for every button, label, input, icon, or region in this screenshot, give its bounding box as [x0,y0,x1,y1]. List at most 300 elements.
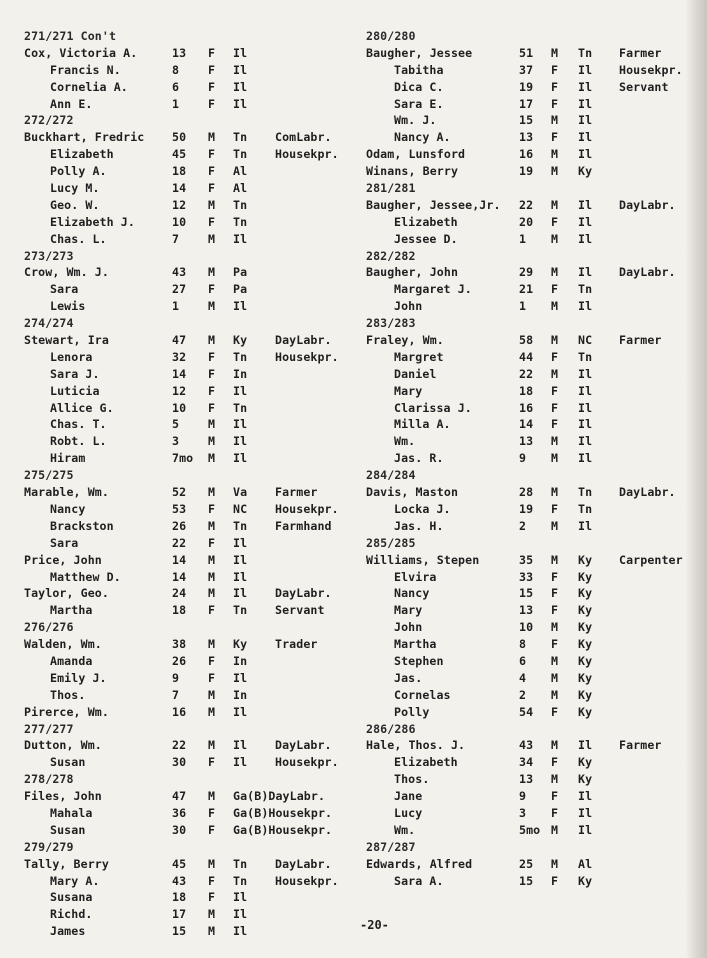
household-number: 275/275 [24,468,74,483]
person-birthplace: Tn [233,197,248,212]
person-age: 17 [172,907,187,922]
person-age: 28 [519,485,534,500]
person-name: Cornelia A. [50,79,128,94]
person-name: Buckhart, Fredric [24,130,145,145]
person-occupation: Farmer [619,333,662,348]
person-sex: M [551,147,559,162]
person-row [24,214,364,231]
person-occupation: Housekpr. [275,349,339,364]
person-birthplace: Il [233,62,248,77]
person-age: 45 [172,856,187,871]
person-sex: M [208,552,216,567]
person-birthplace: Ky [578,772,593,787]
person-age: 1 [519,299,527,314]
person-occupation: DayLabr. [275,333,332,348]
person-birthplace: Tn [233,214,248,229]
person-sex: F [208,805,216,820]
person-row [24,670,364,687]
person-sex: M [551,366,559,381]
person-age: 50 [172,130,187,145]
household-number: 280/280 [366,29,416,43]
person-sex: F [551,214,559,229]
person-occupation: DayLabr. [275,586,332,601]
person-name: Winans, Berry [366,164,459,179]
person-birthplace: Il [578,383,593,398]
person-name: Elizabeth [394,755,458,770]
person-row [24,383,364,400]
person-name: Wm. J. [394,113,437,128]
person-name: James [50,924,86,939]
person-row [24,96,364,113]
person-age: 2 [519,518,527,533]
person-row [366,366,707,383]
person-name: Stewart, Ira [24,333,109,348]
household-header [24,315,364,332]
person-row [24,231,364,248]
person-sex: F [208,282,216,297]
household-header [366,315,707,332]
person-name: Tabitha [394,62,444,77]
person-sex: F [551,400,559,415]
person-name: Amanda [50,653,93,668]
person-name: Davis, Maston [366,485,459,500]
person-name: Cornelas [394,687,451,702]
person-sex: M [551,113,559,128]
person-birthplace: Il [233,924,248,939]
person-age: 19 [519,164,534,179]
right-column [366,28,707,889]
person-name: Francis N. [50,62,121,77]
person-age: 3 [172,434,180,449]
person-birthplace: Ky [578,670,593,685]
person-row [366,805,707,822]
person-row [366,264,707,281]
person-row [24,687,364,704]
person-birthplace: Tn [578,501,593,516]
person-sex: F [208,366,216,381]
person-birthplace: Ky [578,653,593,668]
person-name: Thos. [394,772,430,787]
person-age: 53 [172,501,187,516]
household-header [24,721,364,738]
person-row [24,62,364,79]
person-birthplace: Il [233,755,248,770]
person-name: Susan [50,822,86,837]
person-age: 13 [519,603,534,618]
person-age: 9 [519,789,527,804]
person-occupation: Housekpr. [275,147,339,162]
person-birthplace: Il [578,451,593,466]
person-birthplace: Ga(B)Housekpr. [233,822,333,837]
person-birthplace: Tn [233,518,248,533]
person-sex: F [208,603,216,618]
person-row [24,197,364,214]
person-sex: F [551,637,559,652]
person-age: 44 [519,349,534,364]
person-birthplace: Ky [578,687,593,702]
household-header [366,467,707,484]
person-birthplace: Il [578,789,593,804]
person-sex: M [208,265,216,280]
person-name: Nancy [50,501,86,516]
person-row [366,416,707,433]
person-birthplace: Il [233,586,248,601]
person-sex: M [208,687,216,702]
person-sex: M [551,687,559,702]
person-birthplace: Il [578,366,593,381]
person-sex: F [208,383,216,398]
person-age: 13 [519,130,534,145]
person-birthplace: Pa [233,265,248,280]
person-age: 1 [172,299,180,314]
person-age: 26 [172,518,187,533]
person-name: Mary A. [50,873,100,888]
person-occupation: Housekpr. [619,62,683,77]
person-age: 13 [172,45,187,60]
person-row [366,146,707,163]
person-age: 43 [519,738,534,753]
person-row [366,822,707,839]
person-birthplace: NC [578,333,593,348]
person-birthplace: Ga(B)DayLabr. [233,789,326,804]
person-row [24,653,364,670]
person-sex: M [208,586,216,601]
person-sex: M [551,653,559,668]
person-row [24,416,364,433]
person-occupation: Farmer [275,485,318,500]
person-row [366,197,707,214]
person-name: Matthew D. [50,569,121,584]
person-row [24,366,364,383]
person-sex: F [208,535,216,550]
person-row [366,737,707,754]
person-sex: F [551,603,559,618]
person-birthplace: Ky [578,637,593,652]
person-sex: M [208,197,216,212]
person-birthplace: Il [233,890,248,905]
person-name: Walden, Wm. [24,637,102,652]
person-name: Sara J. [50,366,100,381]
person-age: 30 [172,755,187,770]
person-name: Sara [50,535,79,550]
person-row [24,163,364,180]
person-birthplace: Ky [578,586,593,601]
person-age: 12 [172,383,187,398]
person-row [24,569,364,586]
person-age: 22 [172,535,187,550]
person-age: 26 [172,653,187,668]
person-row [366,298,707,315]
person-birthplace: Il [233,451,248,466]
person-sex: F [551,586,559,601]
person-sex: M [208,130,216,145]
person-age: 10 [172,214,187,229]
person-age: 25 [519,856,534,871]
person-age: 18 [172,890,187,905]
person-row [366,383,707,400]
person-birthplace: In [233,687,248,702]
person-sex: F [208,214,216,229]
person-row [24,264,364,281]
person-occupation: DayLabr. [275,738,332,753]
person-row [24,349,364,366]
person-age: 22 [172,738,187,753]
person-row [366,484,707,501]
person-sex: M [551,265,559,280]
person-occupation: Servant [619,79,669,94]
person-sex: F [208,873,216,888]
person-occupation: Trader [275,637,318,652]
person-name: Thos. [50,687,86,702]
person-sex: M [551,299,559,314]
person-row [366,45,707,62]
person-row [24,501,364,518]
person-row [24,45,364,62]
person-name: Polly A. [50,164,107,179]
person-sex: M [551,485,559,500]
person-sex: F [208,62,216,77]
household-header [24,467,364,484]
person-row [366,450,707,467]
person-age: 27 [172,282,187,297]
person-birthplace: Tn [233,349,248,364]
person-sex: M [551,552,559,567]
person-row [24,535,364,552]
person-occupation: Farmer [619,45,662,60]
person-name: Price, John [24,552,102,567]
person-birthplace: Il [233,96,248,111]
person-birthplace: Il [578,96,593,111]
person-name: Daniel [394,366,437,381]
person-row [366,754,707,771]
person-occupation: Housekpr. [275,755,339,770]
person-name: Chas. L. [50,231,107,246]
person-row [366,163,707,180]
person-sex: M [208,518,216,533]
person-birthplace: Il [578,417,593,432]
person-name: Tally, Berry [24,856,109,871]
person-age: 33 [519,569,534,584]
person-age: 5 [172,417,180,432]
person-birthplace: Il [233,907,248,922]
person-age: 17 [519,96,534,111]
person-age: 9 [519,451,527,466]
person-row [366,214,707,231]
person-age: 32 [172,349,187,364]
person-row [366,585,707,602]
person-name: Mahala [50,805,93,820]
person-age: 29 [519,265,534,280]
household-header [24,112,364,129]
person-sex: M [208,333,216,348]
person-name: Pirerce, Wm. [24,704,109,719]
person-row [366,788,707,805]
person-birthplace: Il [578,805,593,820]
person-name: Chas. T. [50,417,107,432]
person-age: 18 [172,603,187,618]
person-birthplace: In [233,366,248,381]
person-age: 13 [519,434,534,449]
person-birthplace: Ky [233,333,248,348]
person-sex: F [208,349,216,364]
person-sex: M [208,434,216,449]
household-header [24,619,364,636]
person-birthplace: Ky [578,603,593,618]
person-sex: M [551,45,559,60]
person-age: 1 [519,231,527,246]
person-age: 24 [172,586,187,601]
person-sex: F [551,62,559,77]
person-age: 15 [519,873,534,888]
person-birthplace: Tn [233,147,248,162]
person-row [366,771,707,788]
person-age: 47 [172,333,187,348]
person-row [366,62,707,79]
person-row [366,602,707,619]
person-occupation: DayLabr. [619,485,676,500]
person-sex: F [551,789,559,804]
person-birthplace: Ky [578,620,593,635]
household-number: 286/286 [366,721,416,736]
person-row [24,146,364,163]
person-sex: F [208,755,216,770]
household-header [24,839,364,856]
person-name: Lucy M. [50,181,100,196]
person-name: Lenora [50,349,93,364]
person-age: 15 [519,113,534,128]
person-sex: F [208,653,216,668]
person-row [366,670,707,687]
person-sex: F [208,147,216,162]
person-name: Nancy A. [394,130,451,145]
person-age: 12 [172,197,187,212]
person-row [24,484,364,501]
person-row [24,298,364,315]
person-age: 43 [172,265,187,280]
person-sex: F [551,873,559,888]
person-sex: F [551,349,559,364]
person-age: 3 [519,805,527,820]
person-row [24,400,364,417]
person-sex: M [551,434,559,449]
person-birthplace: Ky [233,637,248,652]
person-sex: F [551,383,559,398]
person-name: Ann E. [50,96,93,111]
person-row [366,518,707,535]
person-age: 16 [519,147,534,162]
person-age: 7 [172,231,180,246]
person-birthplace: Al [233,181,248,196]
person-name: Odam, Lunsford [366,147,466,162]
person-row [24,873,364,890]
person-age: 30 [172,822,187,837]
household-header [366,839,707,856]
person-row [366,281,707,298]
left-column [24,28,364,940]
person-birthplace: Al [578,856,593,871]
person-sex: F [208,181,216,196]
person-age: 7 [172,687,180,702]
person-name: Elvira [394,569,437,584]
person-sex: F [551,805,559,820]
person-birthplace: Al [233,164,248,179]
person-name: Baugher, Jessee [366,45,473,60]
person-name: Nancy [394,586,430,601]
person-name: Jas. R. [394,451,444,466]
page-edge-shadow [685,0,707,958]
person-row [24,856,364,873]
person-occupation: DayLabr. [275,856,332,871]
person-age: 16 [519,400,534,415]
person-row [24,450,364,467]
person-name: Dica C. [394,79,444,94]
person-age: 6 [172,79,180,94]
person-birthplace: NC [233,501,248,516]
person-birthplace: Il [578,62,593,77]
person-birthplace: Il [233,299,248,314]
person-sex: F [208,890,216,905]
person-row [24,788,364,805]
person-row [24,433,364,450]
person-row [366,501,707,518]
person-row [366,332,707,349]
person-name: Edwards, Alfred [366,856,473,871]
person-row [24,332,364,349]
person-age: 38 [172,637,187,652]
person-sex: M [551,856,559,871]
person-row [366,856,707,873]
household-number: 272/272 [24,113,74,128]
person-birthplace: Il [233,552,248,567]
person-age: 4 [519,670,527,685]
household-number: 271/271 Con't [24,29,117,43]
person-occupation: Farmhand [275,518,332,533]
household-header [366,28,707,45]
person-sex: M [551,164,559,179]
person-birthplace: Il [578,231,593,246]
person-birthplace: Ky [578,552,593,567]
person-name: Richd. [50,907,93,922]
person-sex: M [551,822,559,837]
person-occupation: Servant [275,603,325,618]
household-number: 278/278 [24,772,74,787]
person-name: Marable, Wm. [24,485,109,500]
person-sex: M [208,569,216,584]
person-name: Jessee D. [394,231,458,246]
person-name: Milla A. [394,417,451,432]
person-row [366,433,707,450]
person-sex: M [551,333,559,348]
person-row [366,349,707,366]
person-name: John [394,620,423,635]
person-sex: F [551,569,559,584]
person-name: Lewis [50,299,86,314]
person-age: 45 [172,147,187,162]
person-name: Luticia [50,383,100,398]
person-birthplace: Il [233,383,248,398]
person-name: Stephen [394,653,444,668]
person-row [24,805,364,822]
person-birthplace: Il [578,822,593,837]
person-age: 14 [172,366,187,381]
person-sex: F [551,130,559,145]
person-name: Martha [50,603,93,618]
person-sex: M [551,772,559,787]
person-sex: M [551,738,559,753]
person-row [366,129,707,146]
person-row [24,822,364,839]
person-name: Elizabeth [394,214,458,229]
